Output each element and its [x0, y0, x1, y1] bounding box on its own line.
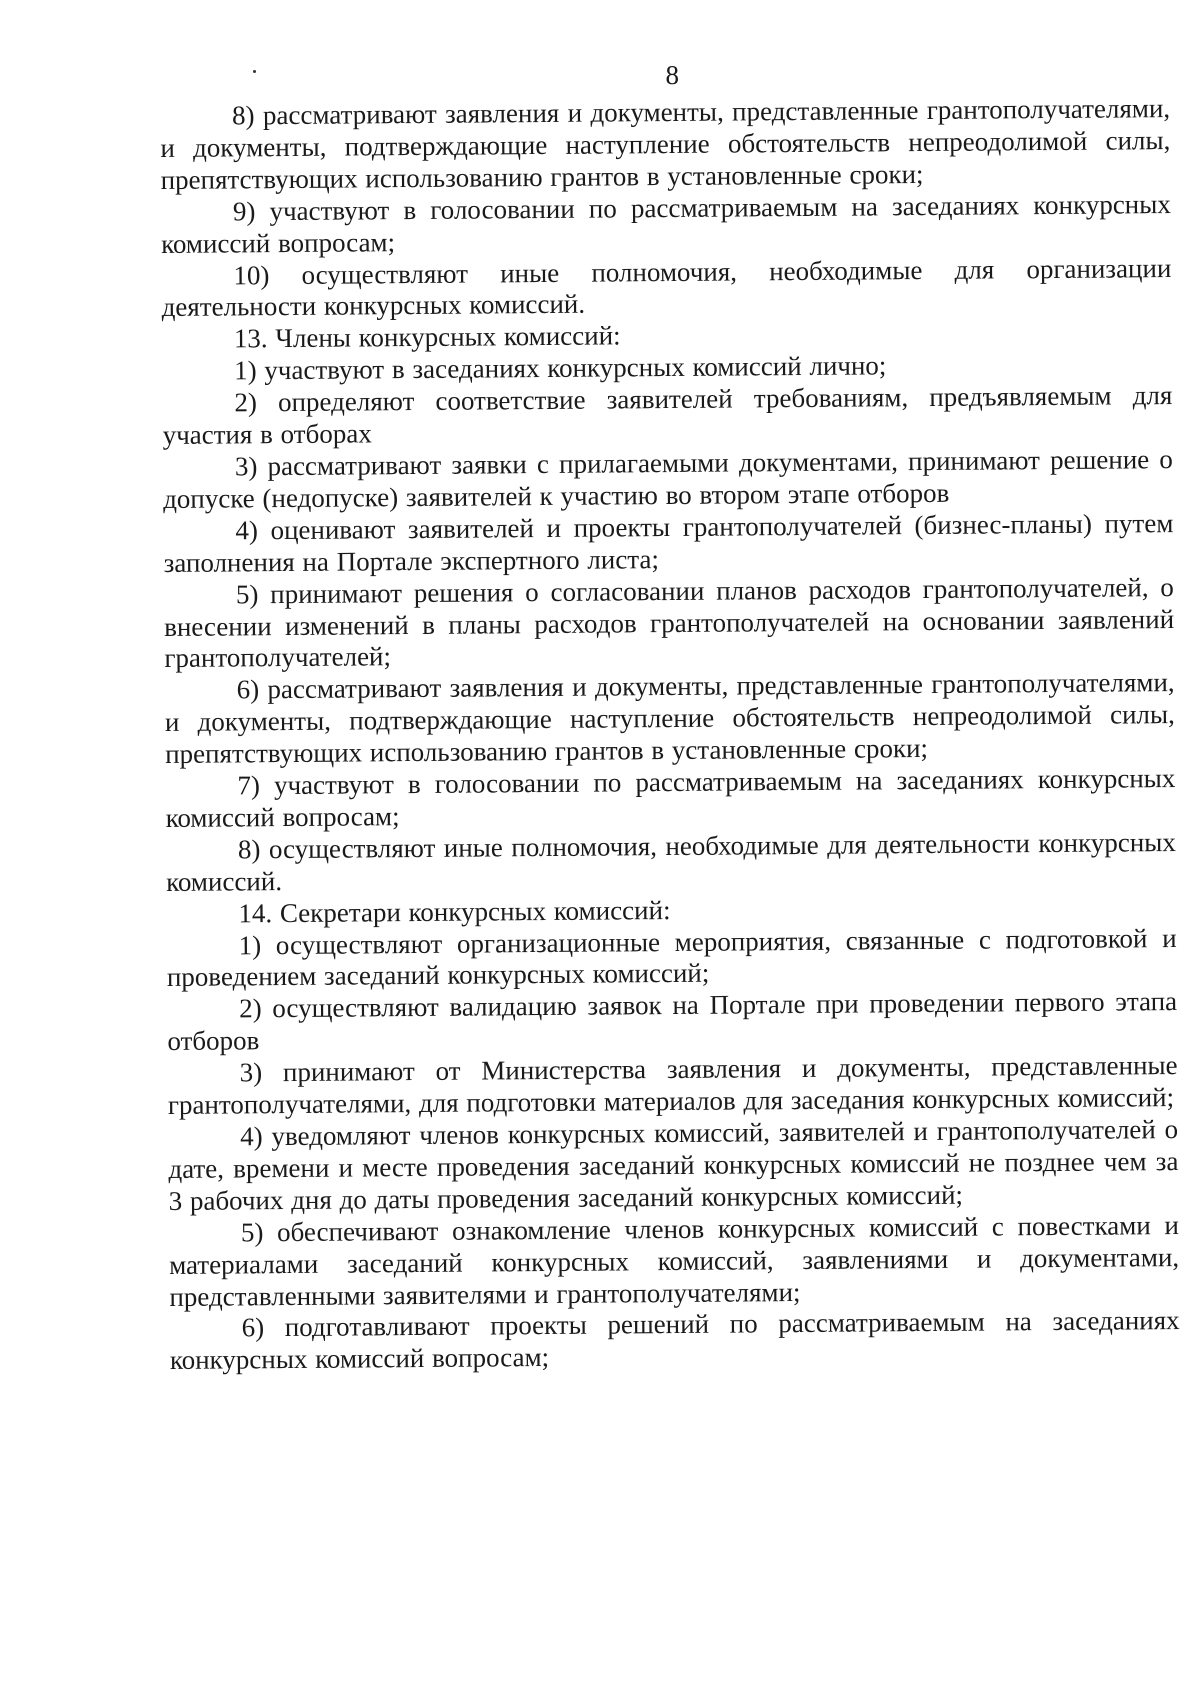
paragraph-item: 3) рассматривают заявки с прилагаемыми документами, принимают решение о допуске (недопуске) заявителей к участию во втором этапе отборов — [163, 444, 1173, 514]
section-heading-13: 13. Члены конкурсных комиссий: — [233, 320, 621, 354]
paragraph-item: 5) принимают решения о согласовании планов расходов грантополучателей, о внесении изменений в планы расходов грантополучателей на основании заявлений грантополучателей; — [164, 571, 1175, 674]
paragraph-item: 6) рассматривают заявления и документы, представленные грантополучателями, и документы, подтверждающие наступление обстоятельств непреодолимой силы, препятствующих использованию грантов в установленные сроки; — [164, 667, 1175, 770]
paragraph-item: 2) определяют соответствие заявителей требованиям, предъявляемым для участия в отборах — [162, 380, 1173, 451]
paragraph-item: 9) участвуют в голосовании по рассматриваемым на заседаниях конкурсных комиссий вопросам; — [161, 188, 1171, 259]
page-number: 8 — [665, 60, 680, 90]
paragraph-item: 10) осуществляют иные полномочия, необходимые для организации деятельности конкурсных комиссий. — [161, 252, 1172, 323]
paragraph-item: 8) осуществляют иные полномочия, необходимые для деятельности конкурсных комиссий. — [166, 826, 1176, 897]
paragraph-item: 2) осуществляют валидацию заявок на Портале при проведении первого этапа отборов — [167, 986, 1178, 1057]
paragraph-item: 6) подготавливают проекты решений по рассматриваемым на заседаниях конкурсных комиссий вопросам; — [169, 1305, 1180, 1376]
paragraph-item: 1) участвуют в заседаниях конкурсных комиссий лично; — [234, 350, 887, 386]
section-heading-14: 14. Секретари конкурсных комиссий: — [238, 894, 671, 929]
paragraph-item: 7) участвуют в голосовании по рассматриваемым на заседаниях конкурсных комиссий вопросам; — [165, 763, 1176, 833]
paragraph-item: 4) уведомляют членов конкурсных комиссий, заявителей и грантополучателей о дате, времени и месте проведения заседаний конкурсных комиссий не позднее чем за 3 рабочих дня до даты проведения заседаний конкурсных комиссий; — [168, 1114, 1179, 1216]
paragraph-item: 8) рассматривают заявления и документы, представленные грантополучателями, и документы, подтверждающие наступление обстоятельств непреодолимой силы, препятствующих использованию грантов в установленные сроки; — [160, 93, 1171, 195]
paragraph-item: 1) осуществляют организационные мероприятия, связанные с подготовкой и проведением заседаний конкурсных комиссий; — [166, 922, 1177, 993]
paragraph-item: 5) обеспечивают ознакомление членов конкурсных комиссий с повестками и материалами заседаний конкурсных комиссий, заявлениями и документами, представленными заявителями и грантополучателями; — [169, 1209, 1180, 1312]
document-body — [160, 93, 1180, 1377]
paragraph-item: 4) оценивают заявителей и проекты грантополучателей (бизнес-планы) путем заполнения на Портале экспертного листа; — [163, 507, 1174, 578]
paragraph-item: 3) принимают от Министерства заявления и документы, представленные грантополучателями, для подготовки материалов для заседания конкурсных комиссий; — [167, 1050, 1178, 1121]
